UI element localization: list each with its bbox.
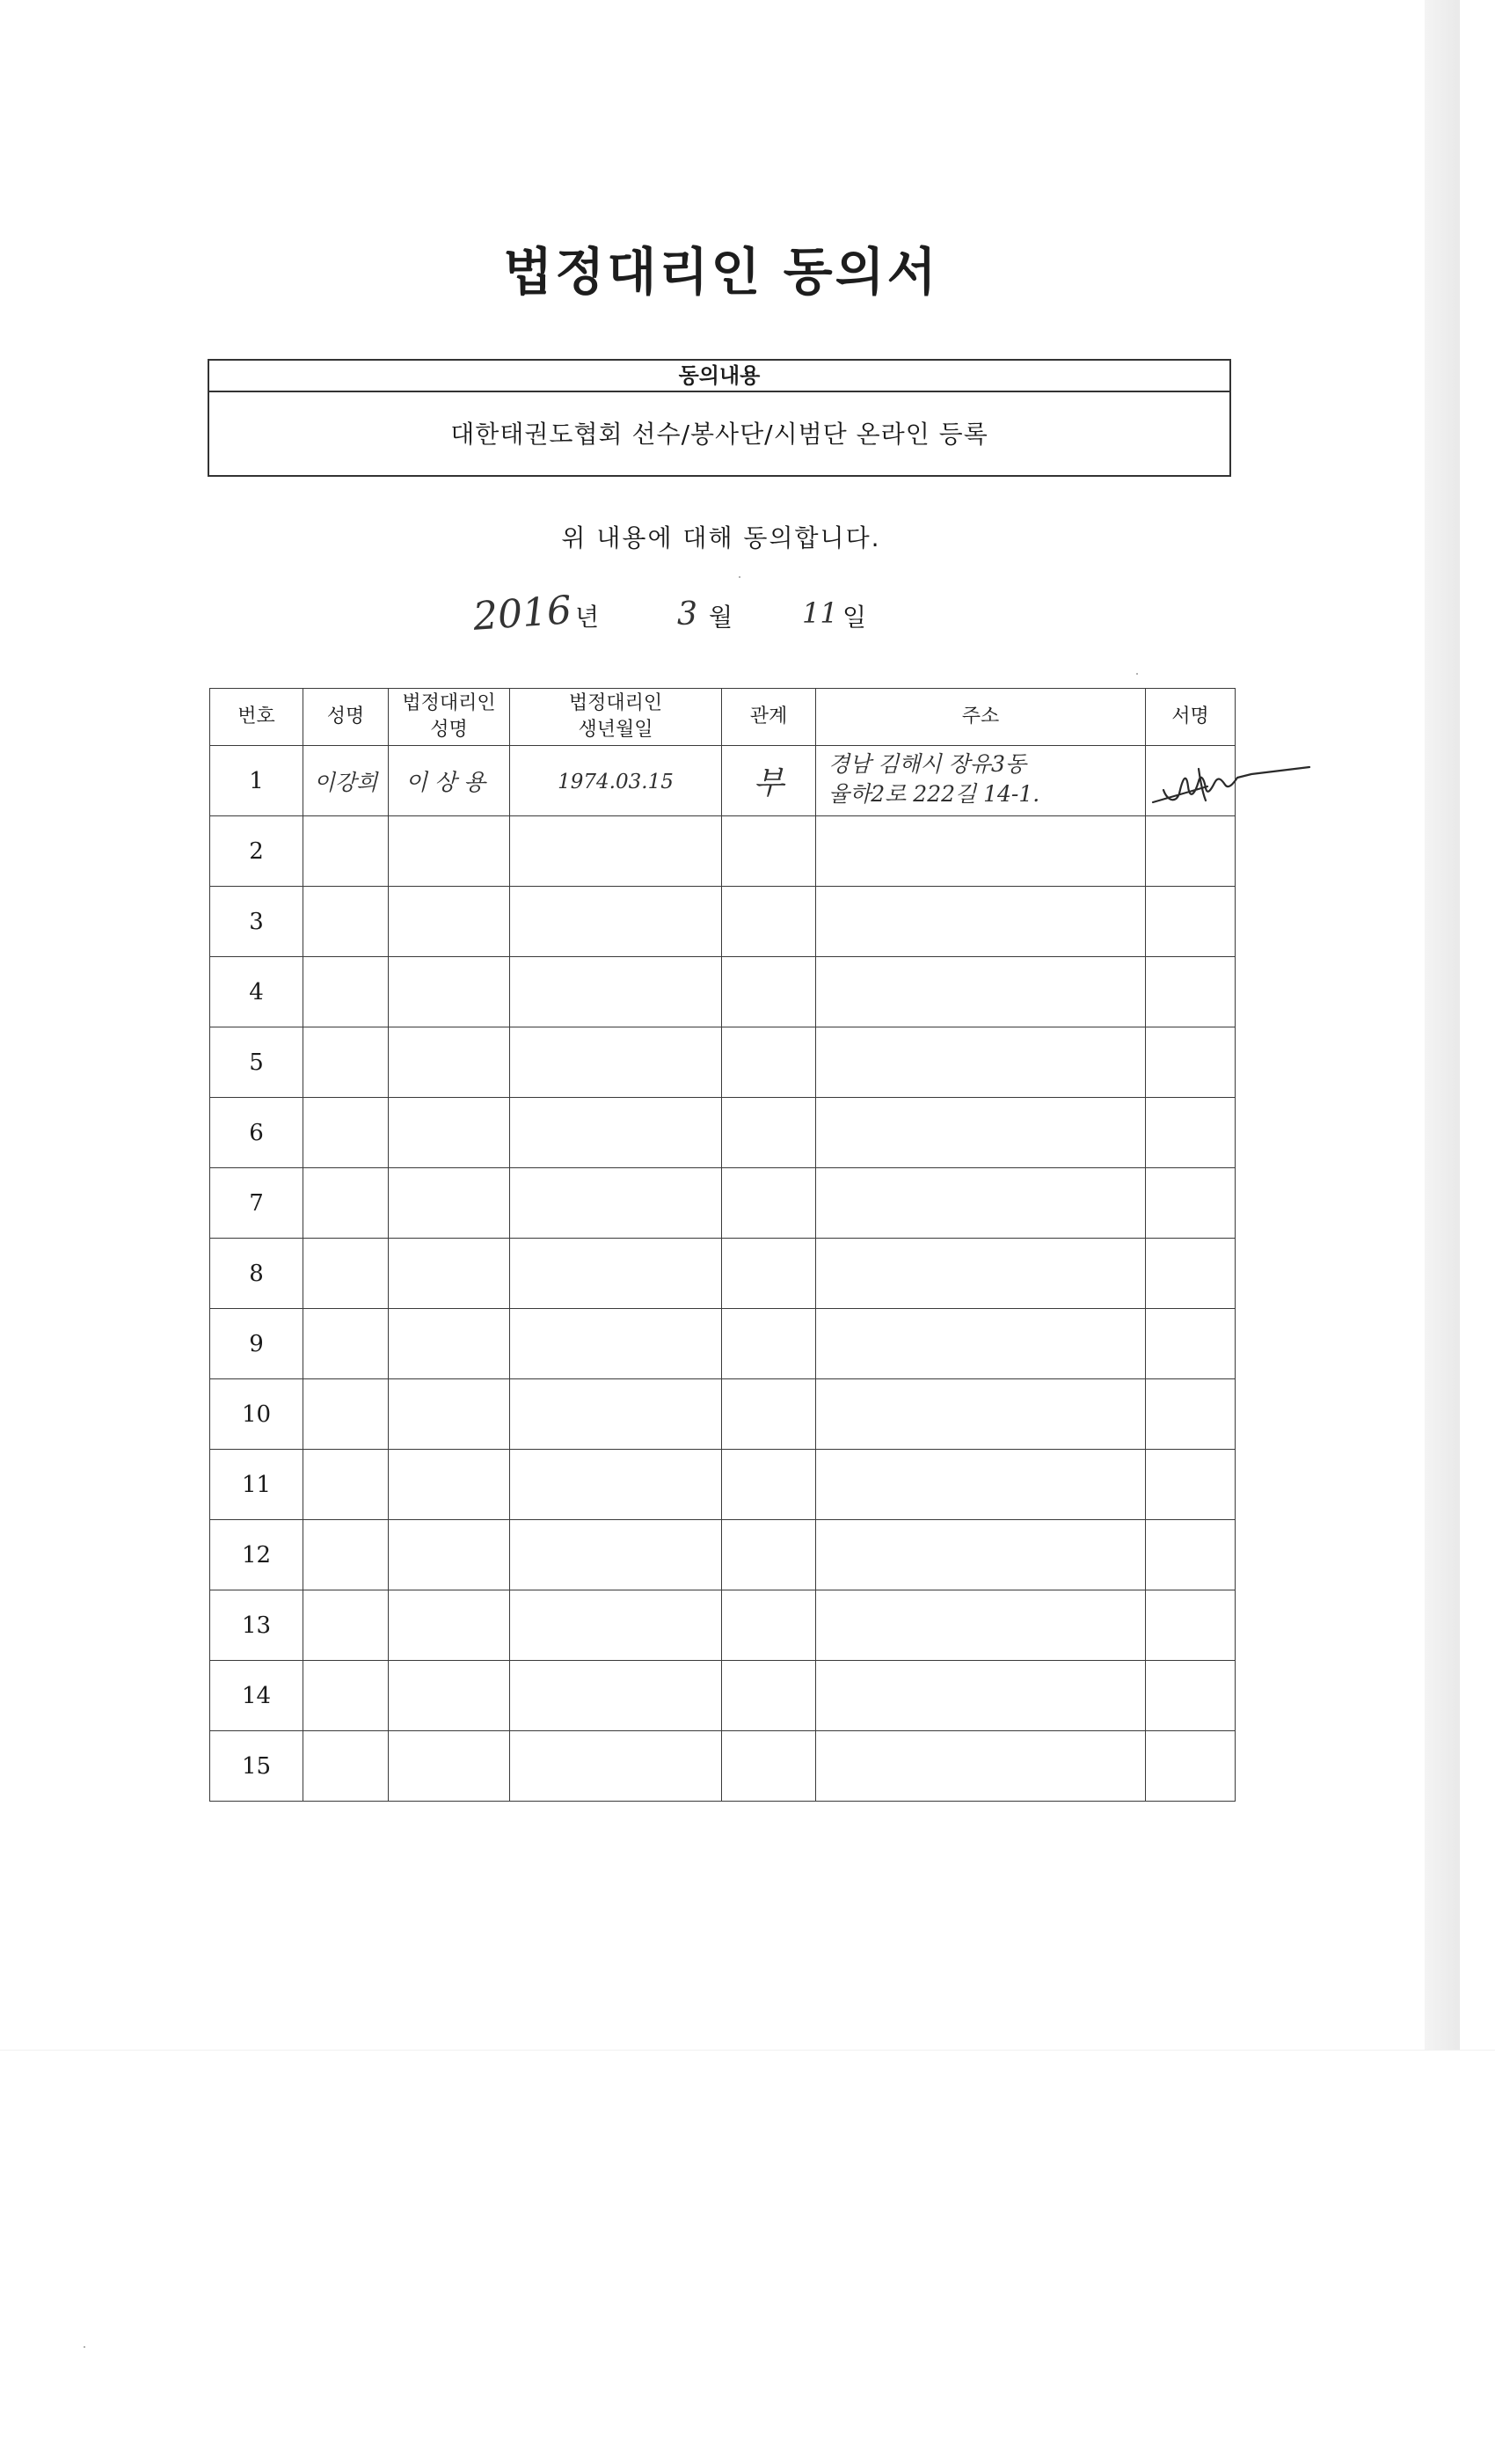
row-number: 11 <box>210 1450 303 1520</box>
row-number: 9 <box>210 1309 303 1379</box>
table-row <box>210 1520 1236 1590</box>
agreement-text: 위 내용에 대해 동의합니다. <box>561 523 881 552</box>
guardian-table <box>209 688 1236 1802</box>
row-number: 10 <box>210 1379 303 1450</box>
row-number: 7 <box>210 1168 303 1239</box>
handwritten-guardian-name: 이상용 <box>405 770 493 796</box>
table-row <box>210 1590 1236 1661</box>
table-row <box>210 1309 1236 1379</box>
table-row <box>210 1661 1236 1731</box>
date-month-label: 월 <box>709 603 733 632</box>
consent-header: 동의내용 <box>209 361 1229 392</box>
scan-margin <box>0 2050 1495 2464</box>
row-number: 6 <box>210 1098 303 1168</box>
row-number: 12 <box>210 1520 303 1590</box>
cell-relation <box>722 746 816 816</box>
handwritten-name: 이강희 <box>313 769 378 795</box>
date-year-label: 년 <box>575 603 600 632</box>
table-row <box>210 1027 1236 1098</box>
table-header-row <box>210 689 1236 746</box>
scan-speck <box>1136 673 1138 675</box>
table-row <box>210 1239 1236 1309</box>
table-row <box>210 1098 1236 1168</box>
header-number: 번호 <box>210 689 303 746</box>
consent-box <box>208 359 1231 477</box>
table-row <box>210 1450 1236 1520</box>
consent-body: 대한태권도협회 선수/봉사단/시범단 온라인 등록 <box>450 420 988 449</box>
table-row <box>210 957 1236 1027</box>
scan-speck <box>84 2346 85 2348</box>
date-year-handwritten: 2016 <box>471 588 573 640</box>
table-row <box>210 1379 1236 1450</box>
header-guardian-birth: 법정대리인 생년월일 <box>510 689 722 746</box>
table-row <box>210 746 1236 816</box>
table-row <box>210 1731 1236 1802</box>
header-name: 성명 <box>303 689 389 746</box>
row-number: 15 <box>210 1731 303 1802</box>
scan-speck <box>739 576 740 578</box>
header-relation: 관계 <box>722 689 816 746</box>
row-number: 14 <box>210 1661 303 1731</box>
table-row <box>210 816 1236 887</box>
handwritten-guardian-birth: 1974.03.15 <box>558 770 674 793</box>
row-number: 1 <box>210 746 303 816</box>
row-number: 13 <box>210 1590 303 1661</box>
header-guardian-name: 법정대리인 성명 <box>389 689 510 746</box>
handwritten-signature <box>1146 751 1313 813</box>
table-row <box>210 887 1236 957</box>
document-title: 법정대리인 동의서 <box>503 242 939 302</box>
date-line <box>0 588 1495 644</box>
cell-signature <box>1146 746 1236 816</box>
address-line-1: 경남 김해시 장유3동 <box>828 751 1026 777</box>
table-row <box>210 1168 1236 1239</box>
cell-name <box>303 746 389 816</box>
header-signature: 서명 <box>1146 689 1236 746</box>
cell-guardian-birth <box>510 746 722 816</box>
row-number: 4 <box>210 957 303 1027</box>
row-number: 8 <box>210 1239 303 1309</box>
cell-guardian-name <box>389 746 510 816</box>
handwritten-relation: 부 <box>753 765 784 801</box>
address-line-2: 율하2로 222길 14-1. <box>828 781 1040 807</box>
date-day-handwritten: 11 <box>802 596 838 630</box>
row-number: 3 <box>210 887 303 957</box>
date-day-label: 일 <box>842 603 867 632</box>
row-number: 5 <box>210 1027 303 1098</box>
scan-edge-shadow <box>1425 0 1460 2050</box>
header-address: 주소 <box>816 689 1146 746</box>
cell-address <box>816 746 1146 816</box>
handwritten-address <box>828 749 1039 809</box>
row-number: 2 <box>210 816 303 887</box>
date-month-handwritten: 3 <box>677 596 697 632</box>
